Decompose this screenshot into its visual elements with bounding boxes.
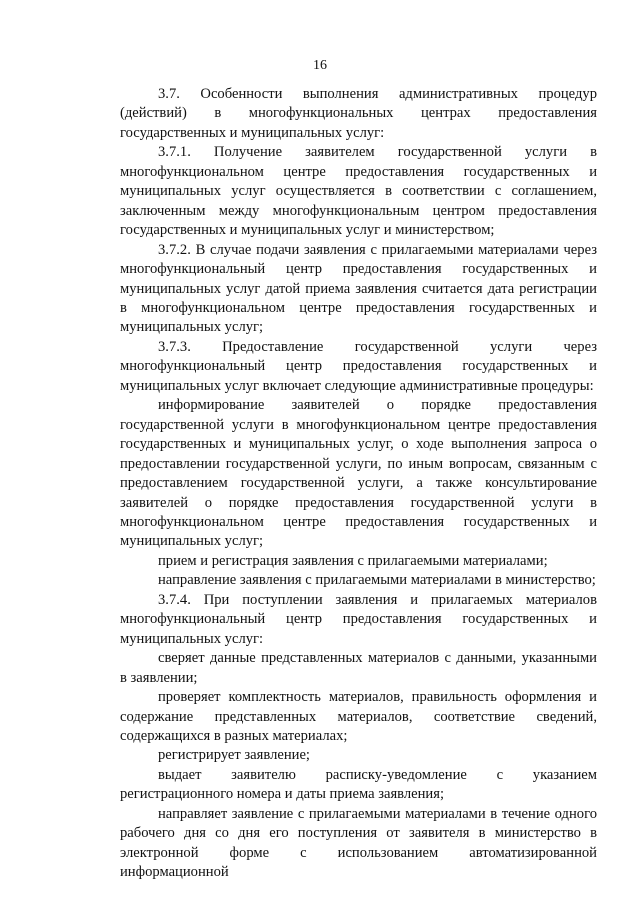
paragraph-3-7-1: 3.7.1. Получение заявителем государственной услуги в многофункциональном центре предоставления государственных и муниципальных услуг осуществляется в соответствии с соглашением, заключенным между многофункциональным центром предоставления государственных и муниципальных услуг и министерством; bbox=[120, 144, 597, 239]
list-item-check-completeness: проверяет комплектность материалов, правильность оформления и содержание представленных материалов, соответствие сведений, содержащихся в разных материалах; bbox=[120, 689, 597, 744]
list-item-informing: информирование заявителей о порядке предоставления государственной услуги в многофункциональном центре предоставления государственных и муниципальных услуг, о ходе выполнения запроса о предоставлении государственной услуги, по иным вопросам, связанным с предоставлением государственной услуги, а также консультирование заявителей о порядке предоставления государственной услуги в многофункциональном центре предоставления государственных и муниципальных услуг; bbox=[120, 397, 597, 550]
paragraph-3-7-3: 3.7.3. Предоставление государственной услуги через многофункциональный центр предоставления государственных и муниципальных услуг включает следующие административные процедуры: bbox=[120, 338, 597, 394]
list-item-send-application: направляет заявление с прилагаемыми материалами в течение одного рабочего дня со дня его поступления от заявителя в министерство в электронной форме с использованием автоматизированной информационной bbox=[120, 805, 597, 881]
list-item-register: регистрирует заявление; bbox=[158, 747, 310, 764]
document-body bbox=[120, 85, 597, 883]
list-item-issue-receipt: выдает заявителю расписку-уведомление с указанием регистрационного номера и даты приема заявления; bbox=[120, 766, 597, 803]
list-item-forwarding: направление заявления с прилагаемыми материалами в министерство; bbox=[158, 572, 596, 589]
paragraph-3-7: 3.7. Особенности выполнения административных процедур (действий) в многофункциональных центрах предоставления государственных и муниципальных услуг: bbox=[120, 86, 597, 141]
paragraph-3-7-4: 3.7.4. При поступлении заявления и прилагаемых материалов многофункциональный центр предоставления государственных и муниципальных услуг: bbox=[120, 591, 597, 647]
paragraph-3-7-2: 3.7.2. В случае подачи заявления с прилагаемыми материалами через многофункциональный центр предоставления государственных и муниципальных услуг датой приема заявления считается дата регистрации в многофункциональном центре предоставления государственных и муниципальных услуг; bbox=[120, 241, 597, 336]
page-number: 16 bbox=[313, 58, 327, 73]
list-item-reception: прием и регистрация заявления с прилагаемыми материалами; bbox=[158, 552, 548, 569]
list-item-verify: сверяет данные представленных материалов с данными, указанными в заявлении; bbox=[120, 650, 597, 686]
